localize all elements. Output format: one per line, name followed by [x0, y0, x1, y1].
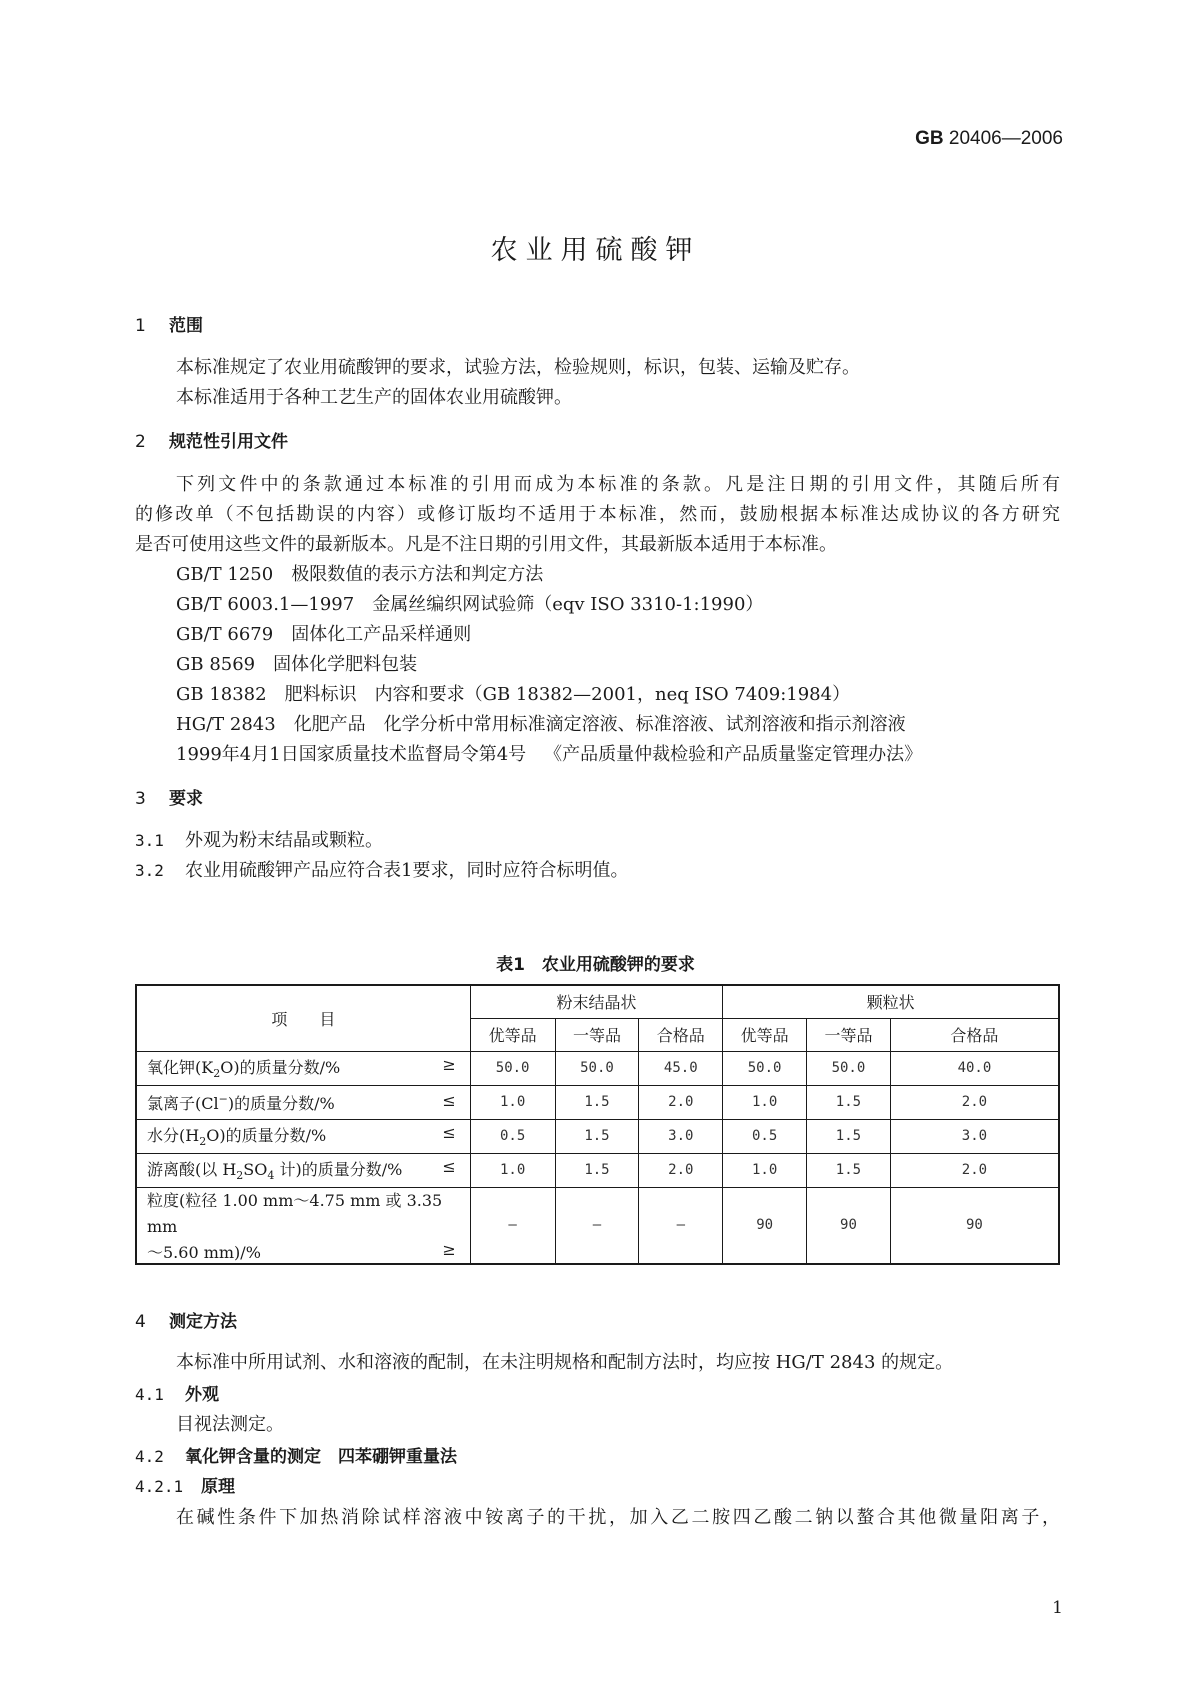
- grade-header: 优等品: [470, 1018, 555, 1051]
- reference-title: 金属丝编织网试验筛（eqv ISO 3310-1:1990）: [372, 594, 764, 615]
- item-label: 氯离子(Cl: [147, 1093, 219, 1113]
- section-1-heading: [135, 311, 203, 336]
- comparison-symbol: ≤: [442, 1123, 456, 1143]
- section-number: 2: [135, 432, 146, 452]
- reference-code: GB/T 6679: [176, 624, 274, 645]
- item-cell: [136, 1051, 470, 1085]
- clause-4-2-heading: [135, 1442, 457, 1467]
- clause-title: 原理: [201, 1477, 235, 1497]
- group-header-powder: 粉末结晶状: [470, 985, 722, 1018]
- reference-item: [176, 680, 850, 706]
- page-number: 1: [1052, 1598, 1063, 1618]
- section-title: 要求: [169, 789, 203, 809]
- value-cell: 3.0: [890, 1119, 1059, 1153]
- reference-title: 极限数值的表示方法和判定方法: [291, 564, 544, 585]
- value-cell: 90: [807, 1187, 891, 1264]
- value-cell: 3.0: [639, 1119, 723, 1153]
- item-label: SO: [243, 1160, 268, 1180]
- value-cell: 1.5: [807, 1085, 891, 1119]
- paragraph: 本标准适用于各种工艺生产的固体农业用硫酸钾。: [176, 387, 572, 408]
- paragraph: 本标准规定了农业用硫酸钾的要求，试验方法，检验规则，标识，包装、运输及贮存。: [176, 357, 860, 378]
- value-cell: 90: [890, 1187, 1059, 1264]
- reference-title: 化肥产品 化学分析中常用标准滴定溶液、标准溶液、试剂溶液和指示剂溶液: [293, 714, 906, 735]
- section-2-heading: [135, 427, 288, 452]
- clause-number: 3.1: [135, 831, 164, 850]
- reference-code: GB/T 1250: [176, 564, 274, 585]
- value-cell: 50.0: [723, 1051, 807, 1085]
- table-row: [136, 1153, 1059, 1187]
- clause-3-2: [135, 856, 628, 882]
- paragraph-line: 在碱性条件下加热消除试样溶液中铵离子的干扰，加入乙二胺四乙酸二钠以螯合其他微量阳离子，: [176, 1507, 1060, 1528]
- table-row: [136, 1187, 1059, 1264]
- standard-code: 20406—2006: [948, 128, 1063, 149]
- subscript: 4: [267, 1169, 275, 1183]
- value-cell: 0.5: [470, 1119, 555, 1153]
- value-cell: 50.0: [470, 1051, 555, 1085]
- section-title: 规范性引用文件: [169, 432, 288, 452]
- reference-item: [176, 650, 417, 676]
- item-cell: [136, 1153, 470, 1187]
- reference-title: 肥料标识 内容和要求（GB 18382—2001，neq ISO 7409:1984）: [284, 684, 851, 705]
- comparison-symbol: ≥: [442, 1239, 456, 1259]
- subscript: 2: [213, 1067, 221, 1081]
- comparison-symbol: ≤: [442, 1157, 456, 1177]
- item-label: 游离酸(以 H: [147, 1160, 237, 1180]
- value-cell: 1.0: [723, 1153, 807, 1187]
- table-header-row: [136, 985, 1059, 1018]
- section-title: 范围: [169, 316, 203, 336]
- superscript: −: [218, 1092, 228, 1106]
- comparison-symbol: ≥: [442, 1055, 456, 1075]
- item-cell: [136, 1085, 470, 1119]
- reference-code: GB 8569: [176, 654, 256, 675]
- item-label: 计)的质量分数/%: [274, 1160, 403, 1180]
- paragraph: 本标准中所用试剂、水和溶液的配制，在未注明规格和配制方法时，均应按 HG/T 2843 的规定。: [176, 1352, 954, 1373]
- value-cell: 1.5: [807, 1119, 891, 1153]
- document-title: 农业用硫酸钾: [490, 235, 701, 266]
- value-cell: 1.0: [470, 1085, 555, 1119]
- subscript: 2: [236, 1169, 244, 1183]
- value-cell: 0.5: [723, 1119, 807, 1153]
- clause-title: 外观: [185, 1385, 219, 1405]
- item-header: 项 目: [136, 985, 470, 1051]
- grade-header: 优等品: [723, 1018, 807, 1051]
- clause-number: 4.2.1: [135, 1477, 184, 1496]
- paragraph: [135, 500, 1060, 526]
- reference-title: 固体化工产品采样通则: [291, 624, 472, 645]
- subscript: 2: [199, 1135, 207, 1149]
- standard-prefix: GB: [915, 128, 944, 149]
- item-cell: [136, 1119, 470, 1153]
- value-cell: 2.0: [890, 1085, 1059, 1119]
- item-label: 粒度(粒径 1.00 mm～4.75 mm 或 3.35 mm: [147, 1190, 443, 1236]
- section-number: 3: [135, 789, 146, 809]
- section-4-heading: [135, 1307, 237, 1332]
- clause-number: 3.2: [135, 861, 164, 880]
- item-label: ～5.60 mm)/%: [147, 1242, 261, 1262]
- reference-item: [176, 740, 922, 766]
- paragraph: [176, 1503, 1060, 1529]
- clause-4-2-1-heading: [135, 1472, 235, 1497]
- value-cell: —: [470, 1187, 555, 1264]
- item-label: 水分(H: [147, 1126, 200, 1146]
- paragraph-line: 下列文件中的条款通过本标准的引用而成为本标准的条款。凡是注日期的引用文件，其随后所有: [176, 474, 1060, 495]
- table-caption: 表1 农业用硫酸钾的要求: [496, 955, 695, 975]
- grade-header: 一等品: [555, 1018, 639, 1051]
- reference-item: [176, 590, 763, 616]
- paragraph: 目视法测定。: [176, 1414, 284, 1435]
- table-row: [136, 1051, 1059, 1085]
- grade-header: 合格品: [639, 1018, 723, 1051]
- value-cell: 1.5: [807, 1153, 891, 1187]
- item-label: O)的质量分数/%: [220, 1058, 341, 1078]
- value-cell: 50.0: [807, 1051, 891, 1085]
- reference-item: [176, 560, 543, 586]
- value-cell: 90: [723, 1187, 807, 1264]
- grade-header: 合格品: [890, 1018, 1059, 1051]
- value-cell: 1.0: [470, 1153, 555, 1187]
- reference-code: GB/T 6003.1—1997: [176, 594, 355, 615]
- group-header-granular: 颗粒状: [723, 985, 1059, 1018]
- reference-item: [176, 710, 906, 736]
- clause-text: 农业用硫酸钾产品应符合表1要求，同时应符合标明值。: [185, 860, 629, 881]
- value-cell: 2.0: [639, 1153, 723, 1187]
- clause-number: 4.2: [135, 1447, 164, 1466]
- value-cell: —: [555, 1187, 639, 1264]
- item-cell: [136, 1187, 470, 1264]
- item-label: 氧化钾(K: [147, 1058, 214, 1078]
- value-cell: —: [639, 1187, 723, 1264]
- comparison-symbol: ≤: [442, 1090, 456, 1110]
- section-title: 测定方法: [169, 1312, 237, 1332]
- section-number: 4: [135, 1312, 146, 1332]
- value-cell: 1.5: [555, 1085, 639, 1119]
- grade-header: 一等品: [807, 1018, 891, 1051]
- reference-code: HG/T 2843: [176, 714, 276, 735]
- reference-title: 《产品质量仲裁检验和产品质量鉴定管理办法》: [544, 744, 923, 765]
- value-cell: 1.5: [555, 1119, 639, 1153]
- reference-title: 固体化学肥料包装: [273, 654, 418, 675]
- clause-number: 4.1: [135, 1385, 164, 1404]
- value-cell: 40.0: [890, 1051, 1059, 1085]
- value-cell: 45.0: [639, 1051, 723, 1085]
- item-label: )的质量分数/%: [227, 1093, 335, 1113]
- section-3-heading: [135, 784, 203, 809]
- paragraph: [176, 470, 1060, 496]
- table-row: [136, 1119, 1059, 1153]
- section-number: 1: [135, 316, 146, 336]
- value-cell: 50.0: [555, 1051, 639, 1085]
- clause-title: 氧化钾含量的测定 四苯硼钾重量法: [185, 1447, 457, 1467]
- paragraph-line: 的修改单（不包括勘误的内容）或修订版均不适用于本标准，然而，鼓励根据本标准达成协议的各方研究: [135, 504, 1060, 525]
- requirements-table: [135, 984, 1060, 1265]
- reference-item: [176, 620, 471, 646]
- clause-text: 外观为粉末结晶或颗粒。: [185, 830, 383, 851]
- value-cell: 1.5: [555, 1153, 639, 1187]
- item-label: O)的质量分数/%: [206, 1126, 327, 1146]
- reference-code: GB 18382: [176, 684, 267, 705]
- clause-3-1: [135, 826, 383, 852]
- standard-number: [915, 128, 1063, 150]
- value-cell: 2.0: [639, 1085, 723, 1119]
- paragraph-line: 是否可使用这些文件的最新版本。凡是不注日期的引用文件，其最新版本适用于本标准。: [135, 534, 837, 555]
- value-cell: 2.0: [890, 1153, 1059, 1187]
- reference-code: 1999年4月1日国家质量技术监督局令第4号: [176, 744, 527, 765]
- table-row: [136, 1085, 1059, 1119]
- clause-4-1-heading: [135, 1380, 219, 1405]
- value-cell: 1.0: [723, 1085, 807, 1119]
